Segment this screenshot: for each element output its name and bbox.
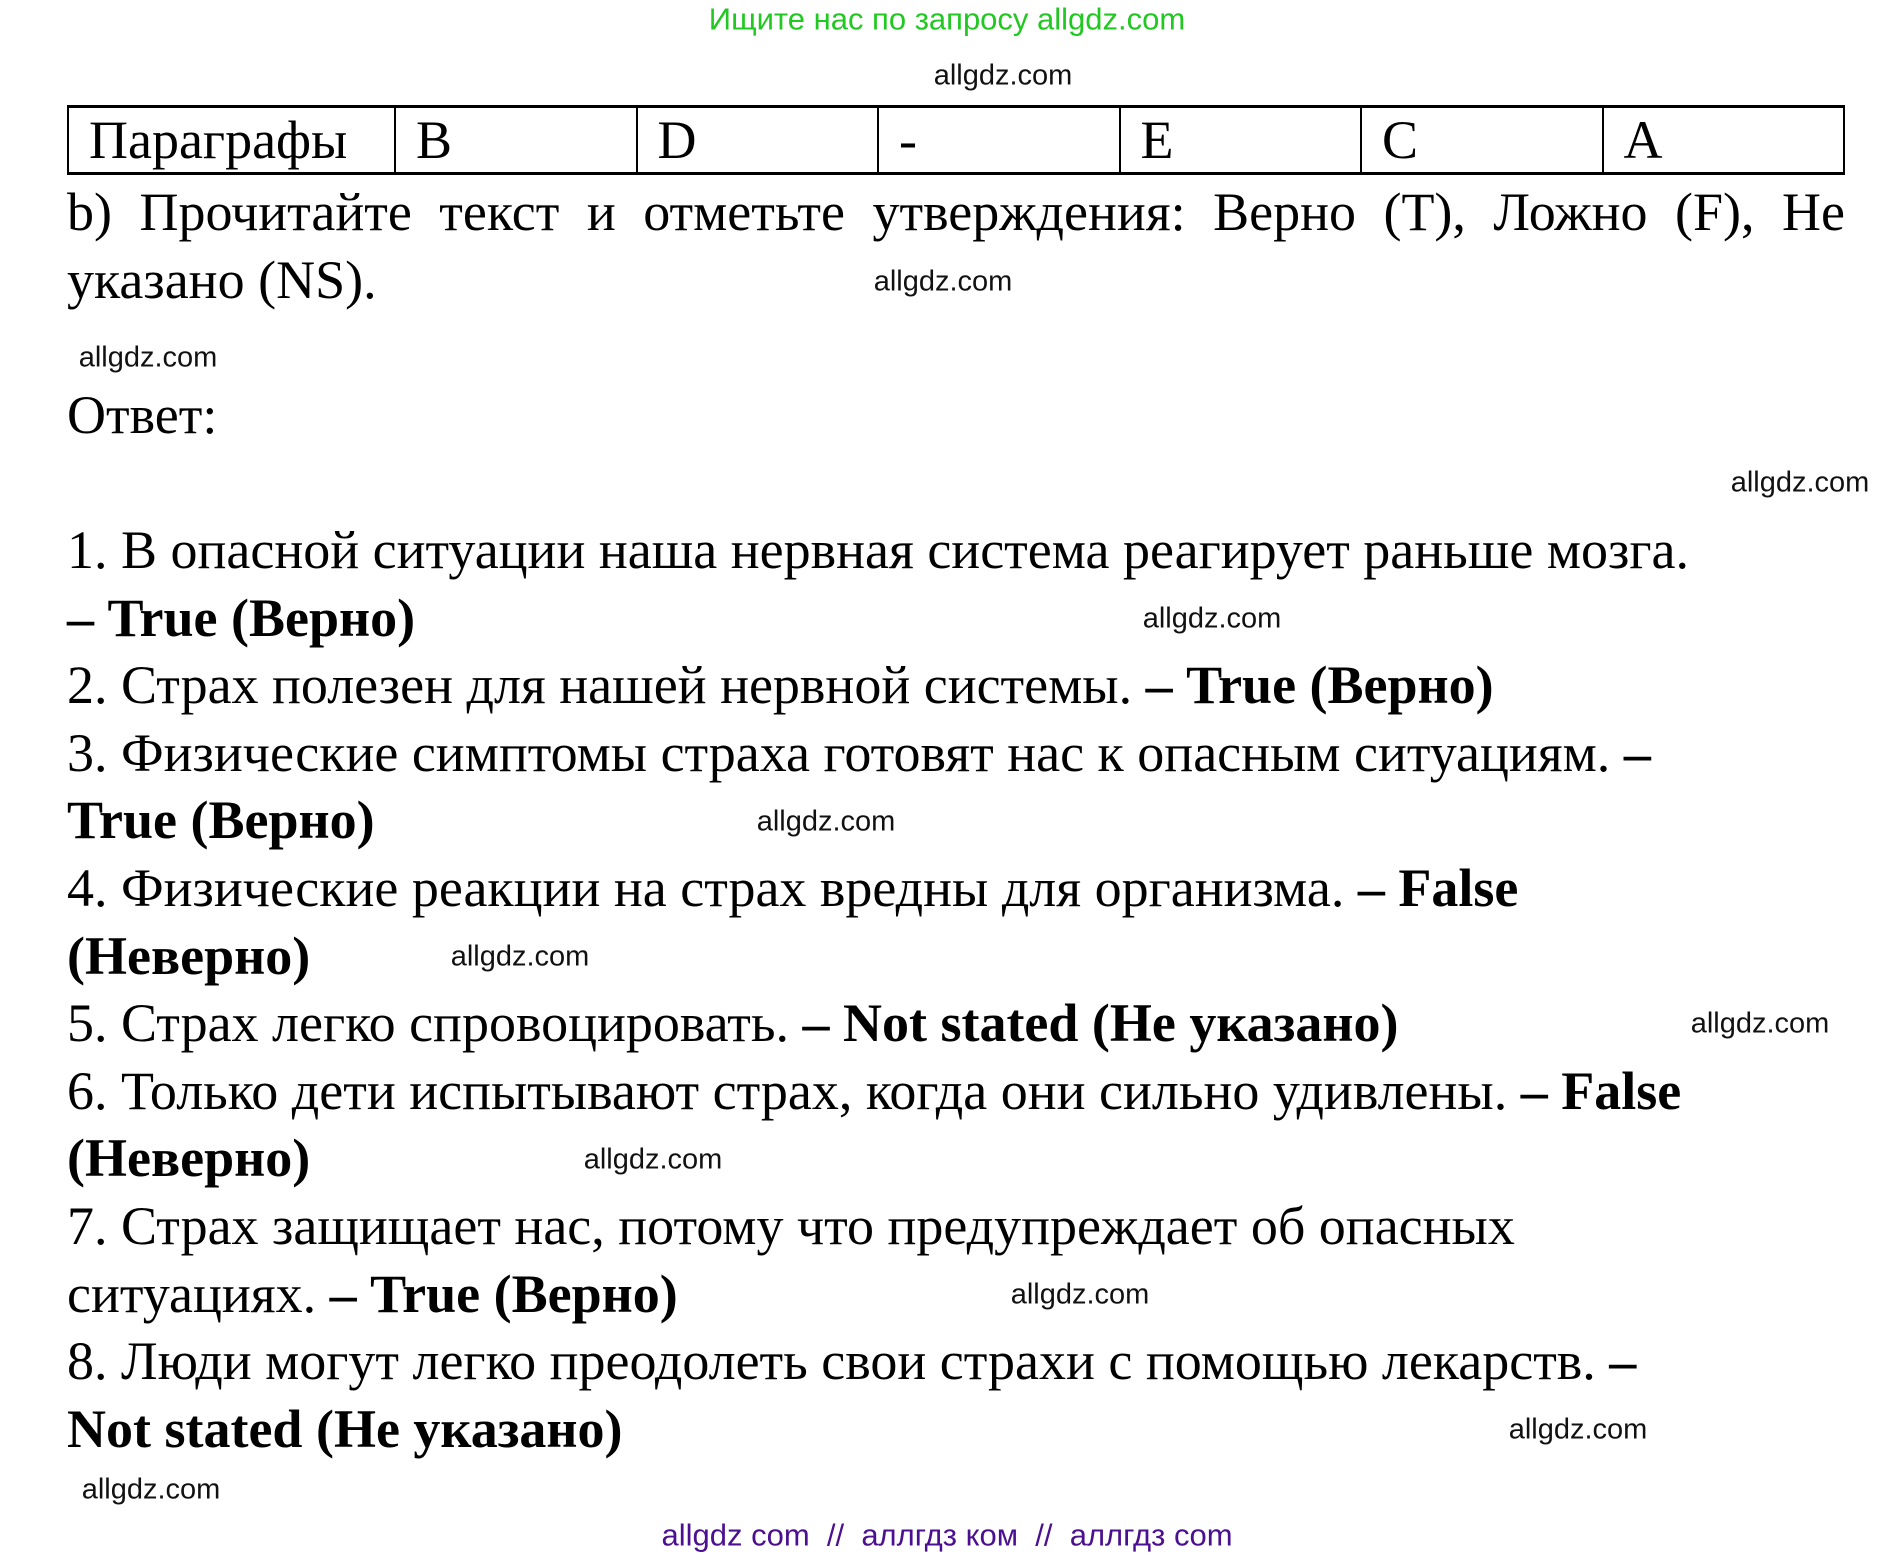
statement-text: 8. Люди могут легко преодолеть свои страхи с помощью лекарств.	[67, 1331, 1610, 1392]
table-cell: C	[1361, 107, 1603, 174]
statement-text: 4. Физические реакции на страх вредны для организма.	[67, 857, 1358, 918]
statement-text: 7. Страх защищает нас, потому что предупреждает об опасных ситуациях.	[67, 1195, 1515, 1324]
watermark: allgdz.com	[450, 940, 590, 973]
watermark: allgdz.com	[1142, 602, 1282, 635]
watermark: allgdz.com	[756, 805, 896, 838]
statement-text: 3. Физические симптомы страха готовят нас к опасным ситуациям.	[67, 722, 1624, 783]
header-ad-link[interactable]: Ищите нас по запросу allgdz.com	[708, 1, 1186, 37]
table-header-cell: Параграфы	[68, 107, 395, 174]
footer-ad-link[interactable]: allgdz com // аллгдз ком // аллгдз com	[661, 1517, 1233, 1553]
table-cell: D	[637, 107, 879, 174]
watermark: allgdz.com	[1690, 1007, 1830, 1040]
watermark: allgdz.com	[873, 265, 1013, 298]
statement-answer: – False (Неверно)	[67, 857, 1519, 986]
statement-answer: – True (Верно)	[1145, 655, 1494, 716]
answer-label: Ответ:	[67, 385, 218, 445]
statement-item	[67, 720, 1845, 855]
watermark: allgdz.com	[1010, 1278, 1150, 1311]
statement-answer: – True (Верно)	[329, 1263, 678, 1324]
statement-text: 5. Страх легко спровоцировать.	[67, 993, 803, 1054]
statement-item	[67, 517, 1845, 652]
statement-answer: – False (Неверно)	[67, 1060, 1682, 1189]
statement-answer: – True (Верно)	[67, 587, 416, 648]
watermark: allgdz.com	[583, 1143, 723, 1176]
table-cell: B	[395, 107, 637, 174]
table-cell: E	[1120, 107, 1362, 174]
paragraph-matching-table	[67, 105, 1845, 175]
watermark: allgdz.com	[1730, 466, 1870, 499]
statement-text: 1. В опасной ситуации наша нервная система реагирует раньше мозга.	[67, 520, 1689, 580]
statement-item	[67, 1058, 1845, 1193]
table-row	[68, 107, 1844, 174]
statement-answer: – Not stated (Не указано)	[802, 993, 1399, 1054]
statements-list	[67, 517, 1845, 1463]
statement-answer: – Not stated (Не указано)	[67, 1331, 1637, 1459]
statement-item	[67, 855, 1845, 990]
watermark: allgdz.com	[78, 341, 218, 374]
statement-text: 6. Только дети испытывают страх, когда они сильно удивлены.	[67, 1060, 1521, 1121]
task-instruction: b) Прочитайте текст и отметьте утверждения: Верно (T), Ложно (F), Не указано (NS).	[67, 182, 1845, 310]
statement-item	[67, 652, 1845, 720]
watermark: allgdz.com	[81, 1473, 221, 1506]
statement-item	[67, 1193, 1845, 1328]
statement-text: 2. Страх полезен для нашей нервной системы.	[67, 655, 1146, 716]
watermark: allgdz.com	[933, 59, 1073, 92]
statement-item	[67, 990, 1845, 1058]
table-cell: -	[878, 107, 1120, 174]
table-cell: A	[1603, 107, 1845, 174]
watermark: allgdz.com	[1508, 1413, 1648, 1446]
statement-answer: – True (Верно)	[67, 722, 1651, 851]
